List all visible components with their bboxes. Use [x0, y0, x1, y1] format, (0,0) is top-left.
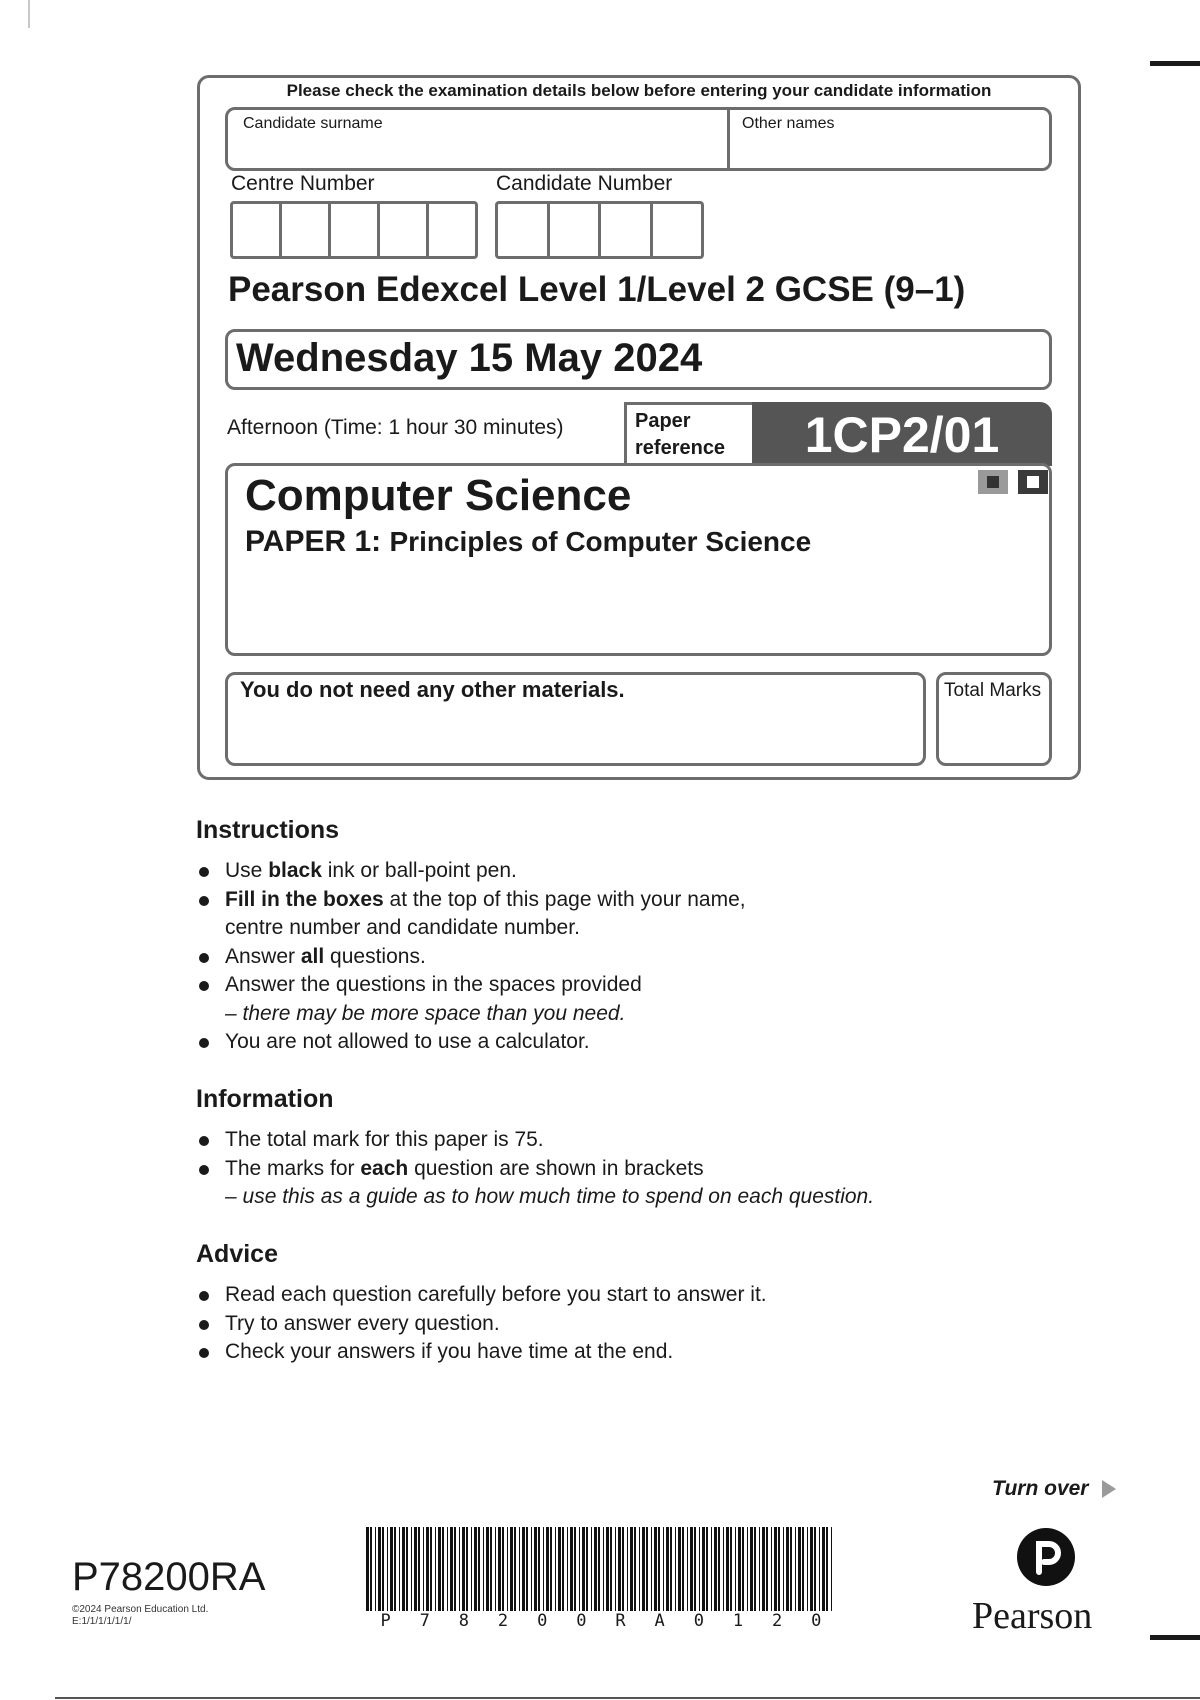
- barcode-bar: [774, 1527, 777, 1611]
- barcode-bar: [375, 1527, 376, 1611]
- barcode-bar: [798, 1527, 801, 1611]
- barcode-bar: [507, 1527, 508, 1611]
- candidate-surname-label: Candidate surname: [243, 115, 383, 132]
- barcode-bar: [726, 1527, 729, 1611]
- barcode-bar: [627, 1527, 628, 1611]
- barcode-bar: [387, 1527, 388, 1611]
- barcode-bar: [514, 1527, 516, 1611]
- barcode-bar: [510, 1527, 513, 1611]
- barcode-bar: [738, 1527, 741, 1611]
- tier-square-icon: [1018, 470, 1048, 494]
- list-item: The total mark for this paper is 75.: [196, 1126, 874, 1155]
- centre-number-boxes[interactable]: [230, 201, 478, 259]
- barcode-digit: 0: [537, 1611, 548, 1631]
- digit-cell[interactable]: [380, 204, 429, 256]
- check-details-notice: Please check the examination details below before entering your candidate information: [286, 81, 992, 100]
- barcode-bar: [750, 1527, 753, 1611]
- list-item: Use black ink or ball-point pen.: [196, 857, 746, 886]
- candidate-number-boxes[interactable]: [495, 201, 704, 259]
- logo-glyph: [1017, 1528, 1075, 1586]
- barcode-bar: [562, 1527, 564, 1611]
- total-marks-label: Total Marks: [944, 680, 1042, 701]
- barcode-bar: [447, 1527, 448, 1611]
- barcode-digit: 2: [772, 1611, 783, 1631]
- barcode-bar: [406, 1527, 408, 1611]
- barcode-bar: [526, 1527, 528, 1611]
- barcode-bar: [378, 1527, 381, 1611]
- barcode-bar: [790, 1527, 792, 1611]
- barcode-bar: [786, 1527, 789, 1611]
- barcode-bar: [442, 1527, 444, 1611]
- barcode-bar: [723, 1527, 724, 1611]
- barcode-bar: [706, 1527, 708, 1611]
- barcode-bar: [366, 1527, 369, 1611]
- barcode-bar: [390, 1527, 393, 1611]
- paper-prefix: PAPER 1:: [245, 525, 382, 558]
- barcode-bar: [450, 1527, 453, 1611]
- barcode-digit: P: [380, 1611, 391, 1631]
- barcode-bar: [735, 1527, 736, 1611]
- barcode-bar: [670, 1527, 672, 1611]
- barcode-bar: [603, 1527, 604, 1611]
- barcode-bar: [678, 1527, 681, 1611]
- barcode-bar: [411, 1527, 412, 1611]
- digit-cell[interactable]: [653, 204, 702, 256]
- barcode-bar: [663, 1527, 664, 1611]
- digit-cell[interactable]: [331, 204, 380, 256]
- barcode-bar: [586, 1527, 588, 1611]
- barcode-bar: [414, 1527, 417, 1611]
- barcode-bar: [634, 1527, 636, 1611]
- barcode-bar: [579, 1527, 580, 1611]
- barcode-bar: [718, 1527, 720, 1611]
- list-item: Fill in the boxes at the top of this page with your name, centre number and candidate number.: [196, 886, 746, 943]
- barcode-bar: [766, 1527, 768, 1611]
- barcode-bar: [598, 1527, 600, 1611]
- paper-reference-label: [624, 402, 752, 466]
- barcode-bar: [438, 1527, 441, 1611]
- paper-reference-code: 1CP2/01: [752, 402, 1052, 466]
- barcode-digit: 0: [811, 1611, 822, 1631]
- barcode-bar: [594, 1527, 597, 1611]
- paper-name: Principles of Computer Science: [389, 526, 812, 557]
- barcode-bar: [802, 1527, 804, 1611]
- exam-session: Afternoon (Time: 1 hour 30 minutes): [227, 416, 564, 439]
- barcode: [366, 1527, 836, 1611]
- barcode-bar: [522, 1527, 525, 1611]
- barcode-bar: [606, 1527, 609, 1611]
- barcode-digit: A: [654, 1611, 665, 1631]
- barcode-bar: [615, 1527, 616, 1611]
- barcode-digit: 1: [732, 1611, 744, 1631]
- barcode-bar: [574, 1527, 576, 1611]
- barcode-bar: [459, 1527, 460, 1611]
- list-item: Answer the questions in the spaces provided – there may be more space than you need.: [196, 971, 746, 1028]
- publisher-name: Pearson: [972, 1595, 1093, 1637]
- barcode-bar: [795, 1527, 796, 1611]
- barcode-bar: [822, 1527, 825, 1611]
- barcode-bar: [471, 1527, 472, 1611]
- barcode-bar: [495, 1527, 496, 1611]
- barcode-bar: [687, 1527, 688, 1611]
- barcode-bar: [826, 1527, 828, 1611]
- digit-cell[interactable]: [498, 204, 550, 256]
- materials-note: You do not need any other materials.: [240, 677, 625, 702]
- barcode-bar: [558, 1527, 561, 1611]
- barcode-bar: [430, 1527, 432, 1611]
- barcode-bar: [534, 1527, 537, 1611]
- registration-mark-top-right: [1150, 61, 1200, 66]
- barcode-digit: 7: [419, 1611, 430, 1631]
- barcode-digit: 2: [497, 1611, 509, 1631]
- copyright-block: [72, 1604, 208, 1628]
- barcode-bar: [807, 1527, 808, 1611]
- barcode-bar: [742, 1527, 744, 1611]
- digit-cell[interactable]: [429, 204, 475, 256]
- barcode-bar: [394, 1527, 396, 1611]
- barcode-bar: [630, 1527, 633, 1611]
- paper-reference-label-line2: reference: [635, 437, 726, 459]
- barcode-bar: [546, 1527, 549, 1611]
- tier-square-icon: [978, 470, 1008, 494]
- turn-over-label: Turn over: [992, 1477, 1089, 1500]
- information-heading: Information: [196, 1085, 334, 1113]
- barcode-bar: [730, 1527, 732, 1611]
- barcode-bar: [435, 1527, 436, 1611]
- barcode-bar: [486, 1527, 489, 1611]
- digit-cell[interactable]: [282, 204, 331, 256]
- barcode-digit: 0: [576, 1611, 587, 1631]
- barcode-bar: [567, 1527, 568, 1611]
- barcode-bar: [466, 1527, 468, 1611]
- barcode-bar: [543, 1527, 544, 1611]
- barcode-bar: [747, 1527, 748, 1611]
- barcode-bar: [423, 1527, 424, 1611]
- copyright-line: ©2024 Pearson Education Ltd.: [72, 1604, 209, 1615]
- barcode-bar: [666, 1527, 669, 1611]
- barcode-bar: [555, 1527, 556, 1611]
- barcode-bar: [642, 1527, 645, 1611]
- barcode-bar: [702, 1527, 705, 1611]
- barcode-bar: [618, 1527, 621, 1611]
- barcode-bar: [759, 1527, 760, 1611]
- list-item: The marks for each question are shown in brackets – use this as a guide as to how much time to spend on each question.: [196, 1155, 874, 1212]
- barcode-bar: [831, 1527, 832, 1611]
- barcode-bar: [690, 1527, 693, 1611]
- barcode-bar: [783, 1527, 784, 1611]
- barcode-bar: [682, 1527, 684, 1611]
- barcode-bar: [675, 1527, 676, 1611]
- barcode-bar: [399, 1527, 400, 1611]
- barcode-bar: [370, 1527, 372, 1611]
- barcode-bar: [382, 1527, 384, 1611]
- barcode-digit: 8: [458, 1611, 470, 1631]
- barcode-bar: [519, 1527, 520, 1611]
- digit-cell[interactable]: [233, 204, 282, 256]
- centre-number-label: Centre Number: [231, 172, 375, 195]
- barcode-bar: [426, 1527, 429, 1611]
- barcode-bar: [478, 1527, 480, 1611]
- advice-heading: Advice: [196, 1240, 278, 1268]
- barcode-digit: R: [615, 1611, 626, 1631]
- barcode-bar: [591, 1527, 592, 1611]
- digit-cell[interactable]: [550, 204, 602, 256]
- paper-reference-label-line1: Paper: [635, 410, 691, 432]
- list-item: Check your answers if you have time at the end.: [196, 1338, 767, 1367]
- barcode-bar: [462, 1527, 465, 1611]
- barcode-bar: [819, 1527, 820, 1611]
- qualification-title: Pearson Edexcel Level 1/Level 2 GCSE (9–1): [228, 270, 966, 309]
- barcode-bar: [651, 1527, 652, 1611]
- list-item: Answer all questions.: [196, 943, 746, 972]
- barcode-bar: [610, 1527, 612, 1611]
- instructions-heading: Instructions: [196, 816, 340, 844]
- paper-title: [245, 525, 811, 559]
- list-item: Read each question carefully before you start to answer it.: [196, 1281, 767, 1310]
- barcode-bar: [550, 1527, 552, 1611]
- barcode-bar: [654, 1527, 657, 1611]
- list-item: You are not allowed to use a calculator.: [196, 1028, 746, 1057]
- advice-list: [196, 1281, 767, 1367]
- document-code: P78200RA: [72, 1555, 266, 1599]
- instructions-list: [196, 857, 746, 1057]
- list-item: Try to answer every question.: [196, 1310, 767, 1339]
- crop-mark-top-left: [0, 0, 30, 28]
- exam-date: Wednesday 15 May 2024: [236, 336, 703, 380]
- barcode-digits: [366, 1611, 836, 1631]
- barcode-digit: 0: [693, 1611, 704, 1631]
- bottom-rule: [55, 1697, 1200, 1699]
- play-arrow-icon: [1102, 1480, 1116, 1498]
- digit-cell[interactable]: [601, 204, 653, 256]
- barcode-bar: [570, 1527, 573, 1611]
- barcode-bar: [762, 1527, 765, 1611]
- barcode-bar: [498, 1527, 501, 1611]
- barcode-bar: [582, 1527, 585, 1611]
- barcode-bar: [771, 1527, 772, 1611]
- barcode-bar: [639, 1527, 640, 1611]
- barcode-bar: [714, 1527, 717, 1611]
- information-list: [196, 1126, 874, 1212]
- print-code-line: E:1/1/1/1/1/1/: [72, 1616, 132, 1627]
- barcode-bar: [490, 1527, 492, 1611]
- barcode-bar: [622, 1527, 624, 1611]
- name-field-divider: [727, 107, 730, 171]
- barcode-bar: [474, 1527, 477, 1611]
- barcode-bar: [694, 1527, 696, 1611]
- barcode-bar: [646, 1527, 648, 1611]
- barcode-bar: [483, 1527, 484, 1611]
- barcode-bar: [754, 1527, 756, 1611]
- barcode-bar: [658, 1527, 660, 1611]
- barcode-bar: [778, 1527, 780, 1611]
- barcode-bar: [699, 1527, 700, 1611]
- barcode-bar: [711, 1527, 712, 1611]
- barcode-bar: [810, 1527, 813, 1611]
- subject-title: Computer Science: [245, 471, 632, 520]
- pearson-logo-icon: [1017, 1528, 1075, 1586]
- barcode-bar: [502, 1527, 504, 1611]
- barcode-bar: [538, 1527, 540, 1611]
- barcode-bar: [531, 1527, 532, 1611]
- barcode-bar: [814, 1527, 816, 1611]
- other-names-label: Other names: [742, 115, 835, 132]
- candidate-number-label: Candidate Number: [496, 172, 673, 195]
- barcode-bar: [418, 1527, 420, 1611]
- registration-mark-bottom-right: [1150, 1635, 1200, 1640]
- barcode-bar: [454, 1527, 456, 1611]
- barcode-bar: [402, 1527, 405, 1611]
